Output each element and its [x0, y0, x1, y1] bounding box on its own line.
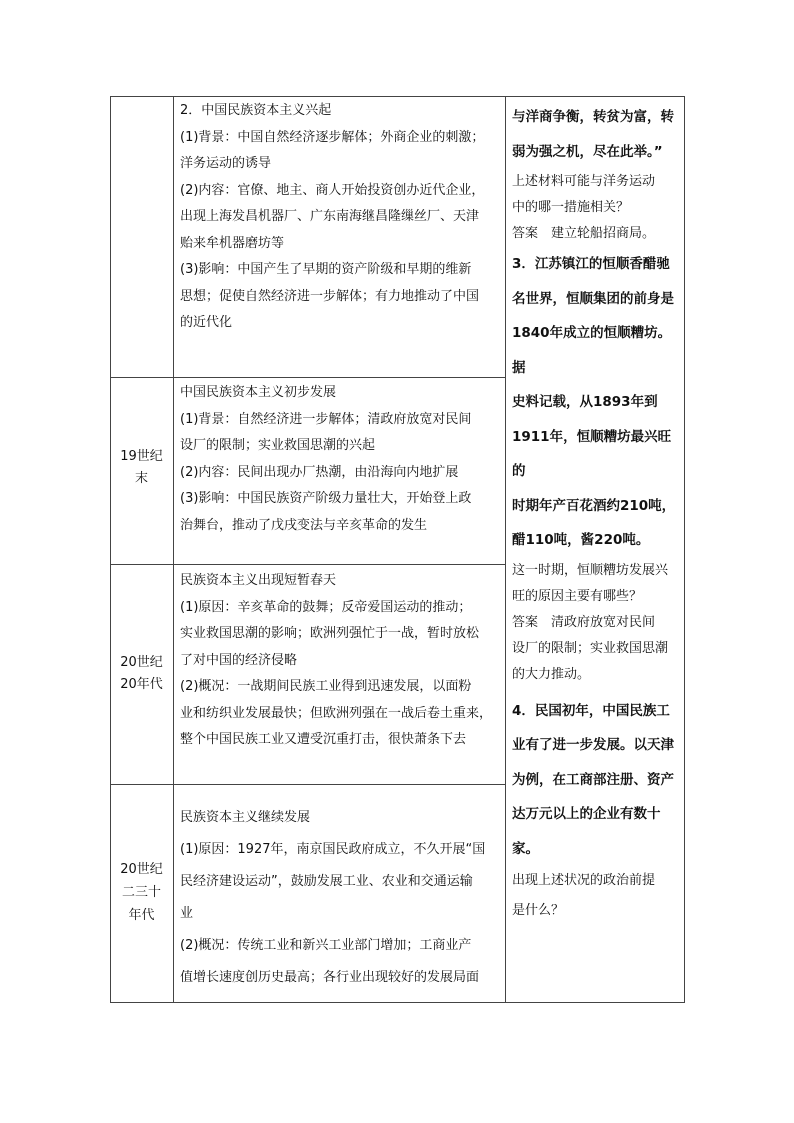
row-2-period: 19世纪 末	[120, 449, 163, 486]
row-divider-1	[110, 377, 506, 378]
row-heading: 中国民族资本主义初步发展	[180, 385, 337, 400]
table-border-top	[110, 96, 685, 97]
row-4-period: 20世纪 二三十 年代	[120, 862, 163, 923]
row-3-period: 20世纪 20年代	[120, 655, 163, 692]
row-heading: 民族资本主义继续发展	[180, 810, 311, 825]
row-1-content: 2．中国民族资本主义兴起 (1)背景：中国自然经济逐步解体；外商企业的刺激； 洋务运动的诱导 (2)内容：官僚、地主、商人开始投资创办近代企业， 出现上海发昌机器厂、广东南海继昌隆缫丝厂、天津 贻来牟机器磨坊等 (3)影响：中国产生了早期的资产阶级和早期的维新 思想；促使自然经济进一步解体；有力地推动了中国 的近代化	[180, 98, 502, 337]
row-2-content: 中国民族资本主义初步发展 (1)背景：自然经济进一步解体；清政府放宽对民间 设厂的限制；实业救国思潮的兴起 (2)内容：民间出现办厂热潮，由沿海向内地扩展 (3)影响：中国民族资产阶级力量壮大，开始登上政 治舞台，推动了戊戌变法与辛亥革命的发生	[180, 380, 502, 539]
row-4-content: 民族资本主义继续发展 (1)原因：1927年，南京国民政府成立，不久开展“国 民经济建设运动”，鼓励发展工业、农业和交通运输 业 (2)概况：传统工业和新兴工业部门增加；工商业产 值增长速度创历史最高；各行业出现较好的发展局面	[180, 802, 502, 994]
table-divider-period	[173, 96, 174, 1003]
quote-tail: 与洋商争衡，转贫为富，转 弱为强之机，尽在此举。”	[512, 109, 674, 160]
answer-3: 答案 清政府放宽对民间	[512, 614, 656, 630]
document-page	[110, 96, 685, 1003]
answer-2: 答案 建立轮船招商局。	[512, 226, 656, 241]
row-divider-3	[110, 784, 506, 785]
question-3: 这一时期，恒顺糟坊发展兴 旺的原因主要有哪些？ 答案 清政府放宽对民间 设厂的限制；实业救国思潮 的大力推动。	[512, 558, 684, 688]
row-3-content: 民族资本主义出现短暂春天 (1)原因：辛亥革命的鼓舞；反帝爱国运动的推动； 实业救国思潮的影响；欧洲列强忙于一战，暂时放松 了对中国的经济侵略 (2)概况：一战期间民族工业得到迅速发展，以面粉 业和纺织业发展最快；但欧洲列强在一战后卷土重来， 整个中国民族工业又遭受沉重打击，很快萧条下去	[180, 568, 502, 754]
exercise-column	[512, 100, 684, 926]
table-border-bottom	[110, 1002, 685, 1003]
row-heading: 2．中国民族资本主义兴起	[180, 103, 332, 118]
table-divider-content	[505, 96, 506, 1003]
table-border-right	[684, 96, 685, 1003]
question-2: 上述材料可能与洋务运动 中的哪一措施相关？ 答案 建立轮船招商局。	[512, 169, 684, 247]
question-3-material: 3．江苏镇江的恒顺香醋驰 名世界，恒顺集团的前身是 1840年成立的恒顺糟坊。据 史料记载，从1893年到 1911年，恒顺糟坊最兴旺的 时期年产百花酒约210吨， 醋110吨，酱220吨。	[512, 256, 676, 548]
question-4: 出现上述状况的政治前提 是什么？	[512, 873, 656, 918]
row-heading: 民族资本主义出现短暂春天	[180, 573, 337, 588]
question-4-material: 4．民国初年，中国民族工 业有了进一步发展。以天津 为例，在工商部注册、资产 达万元以上的企业有数十 家。	[512, 702, 674, 857]
row-divider-2	[110, 564, 506, 565]
